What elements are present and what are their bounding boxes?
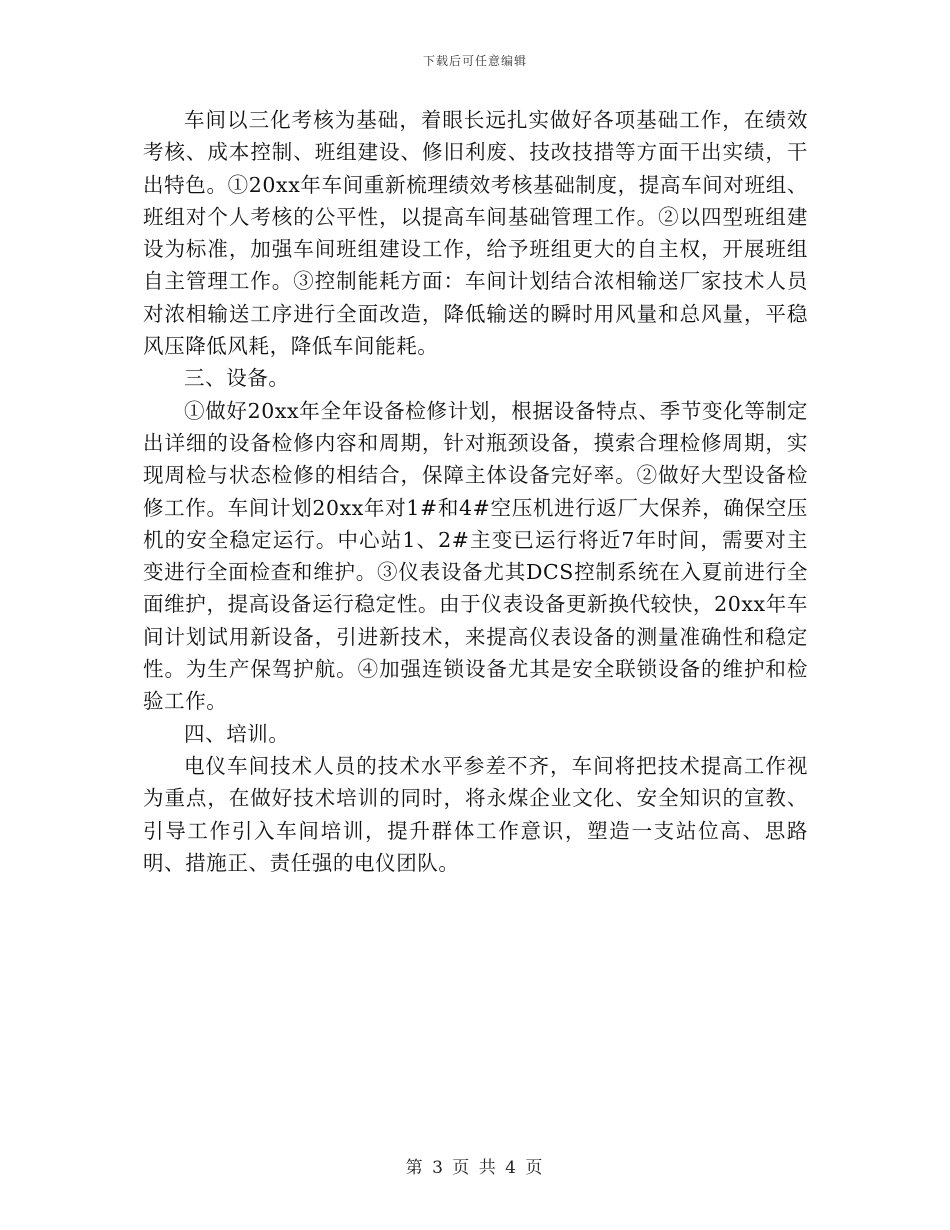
paragraph-training: 电仪车间技术人员的技术水平参差不齐，车间将把技术提高工作视为重点，在做好技术培训的同时，将永煤企业文化、安全知识的宣教、引导工作引入车间培训，提升群体工作意识，塑造一支站位高、思路明、措施正、责任强的电仪团队。 <box>143 753 808 875</box>
section-heading-training: 四、培训。 <box>184 721 290 746</box>
paragraph-equipment: ①做好20xx年全年设备检修计划，根据设备特点、季节变化等制定出详细的设备检修内容和周期，针对瓶颈设备，摸索合理检修周期，实现周检与状态检修的相结合，保障主体设备完好率。②做好大型设备检修工作。车间计划20xx年对1#和4#空压机进行返厂大保养，确保空压机的安全稳定运行。中心站1、2#主变已运行将近7年时间，需要对主变进行全面检查和维护。③仪表设备尤其DCS控制系统在入夏前进行全面维护，提高设备运行稳定性。由于仪表设备更新换代较快，20xx年车间计划试用新设备，引进新技术，来提高仪表设备的测量准确性和稳定性。为生产保驾护航。④加强连锁设备尤其是安全联锁设备的维护和检验工作。 <box>143 398 808 714</box>
document-body <box>143 104 808 879</box>
paragraph-performance: 车间以三化考核为基础，着眼长远扎实做好各项基础工作，在绩效考核、成本控制、班组建设、修旧利废、技改技措等方面干出实绩，干出特色。①20xx年车间重新梳理绩效考核基础制度，提高车间对班组、班组对个人考核的公平性，以提高车间基础管理工作。②以四型班组建设为标准，加强车间班组建设工作，给予班组更大的自主权，开展班组自主管理工作。③控制能耗方面：车间计划结合浓相输送厂家技术人员对浓相输送工序进行全面改造，降低输送的瞬时用风量和总风量，平稳风压降低风耗，降低车间能耗。 <box>143 108 808 359</box>
page-header: 下载后可任意编辑 <box>422 54 527 68</box>
section-heading-equipment: 三、设备。 <box>184 366 290 391</box>
page-footer: 第 3 页 共 4 页 <box>405 1158 545 1178</box>
